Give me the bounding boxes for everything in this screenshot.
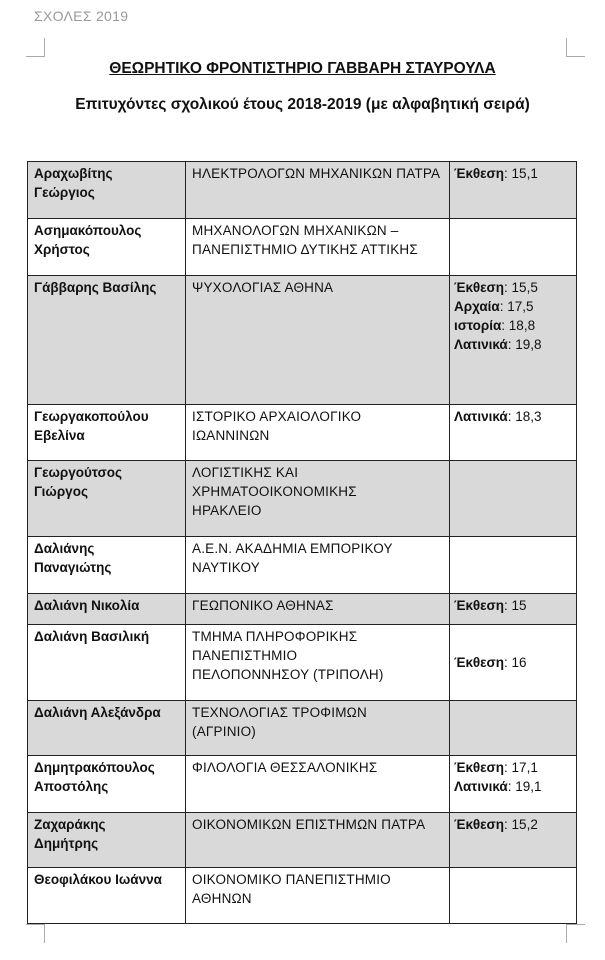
grades-cell: [450, 537, 577, 594]
grades-cell: [450, 594, 577, 625]
results-table-body: [28, 162, 577, 924]
table-row: [28, 868, 577, 924]
margin-mark-top-right: [566, 38, 585, 57]
school-name: ΟΙΚΟΝΟΜΙΚΟ ΠΑΝΕΠΙΣΤΗΜΙΟ ΑΘΗΝΩΝ: [186, 868, 450, 924]
grade-score: : 19,1: [507, 779, 542, 794]
margin-mark-top-left: [26, 38, 45, 57]
student-name: Δημητρακόπουλος Αποστόλης: [28, 756, 186, 813]
grade-subject: Έκθεση: [454, 166, 505, 181]
grade-subject: Λατινικά: [454, 337, 508, 352]
school-name: ΤΜΗΜΑ ΠΛΗΡΟΦΟΡΙΚΗΣ ΠΑΝΕΠΙΣΤΗΜΙΟ ΠΕΛΟΠΟΝΝΗΣΟΥ (ΤΡΙΠΟΛΗ): [186, 625, 450, 701]
document-subtitle: Επιτυχόντες σχολικού έτους 2018-2019 (με αλφαβητική σειρά): [75, 96, 530, 113]
grade-score: : 17,5: [499, 299, 534, 314]
student-name: Αραχωβίτης Γεώργιος: [28, 162, 186, 219]
grades-cell: [450, 701, 577, 756]
grade-entry: [454, 815, 571, 834]
grade-score: : 19,8: [507, 337, 542, 352]
school-name: ΙΣΤΟΡΙΚΟ ΑΡΧΑΙΟΛΟΓΙΚΟ ΙΩΑΝΝΙΝΩΝ: [186, 405, 450, 461]
grades-cell: [450, 162, 577, 219]
student-name: Θεοφιλάκου Ιωάννα: [28, 868, 186, 924]
grades-cell: [450, 219, 577, 276]
grade-entry: [454, 297, 571, 316]
table-row: [28, 813, 577, 868]
grade-entry: [454, 758, 571, 777]
student-name: Ασημακόπουλος Χρήστος: [28, 219, 186, 276]
school-name: ΛΟΓΙΣΤΙΚΗΣ ΚΑΙ ΧΡΗΜΑΤΟΟΙΚΟΝΟΜΙΚΗΣ ΗΡΑΚΛΕΙΟ: [186, 461, 450, 537]
grade-subject: Έκθεση: [454, 817, 505, 832]
grade-score: : 15,5: [504, 280, 538, 295]
student-name: Γεωργούτσος Γιώργος: [28, 461, 186, 537]
student-name: Γάββαρης Βασίλης: [28, 276, 186, 405]
grades-cell: [450, 461, 577, 537]
grade-score: : 15,2: [504, 817, 538, 832]
grade-entry: [454, 316, 571, 335]
grade-score: : 15: [504, 598, 527, 613]
school-name: ΟΙΚΟΝΟΜΙΚΩΝ ΕΠΙΣΤΗΜΩΝ ΠΑΤΡΑ: [186, 813, 450, 868]
school-name: ΗΛΕΚΤΡΟΛΟΓΩΝ ΜΗΧΑΝΙΚΩΝ ΠΑΤΡΑ: [186, 162, 450, 219]
grade-subject: Έκθεση: [454, 598, 505, 613]
grades-cell: [450, 756, 577, 813]
grade-score: : 18,8: [501, 318, 536, 333]
table-row: [28, 461, 577, 537]
grade-score: : 15,1: [504, 166, 538, 181]
page-header-label: ΣΧΟΛΕΣ 2019: [34, 8, 129, 24]
table-row: [28, 701, 577, 756]
grades-cell: [450, 813, 577, 868]
student-name: Δαλιάνη Αλεξάνδρα: [28, 701, 186, 756]
student-name: Ζαχαράκης Δημήτρης: [28, 813, 186, 868]
grade-subject: Έκθεση: [454, 655, 505, 670]
grade-entry: [454, 653, 571, 672]
grade-subject: Έκθεση: [454, 280, 505, 295]
grade-score: : 18,3: [507, 409, 542, 424]
table-row: [28, 594, 577, 625]
grades-cell: [450, 868, 577, 924]
document-title: ΘΕΩΡΗΤΙΚΟ ΦΡΟΝΤΙΣΤΗΡΙΟ ΓΑΒΒΑΡΗ ΣΤΑΥΡΟΥΛΑ: [109, 60, 496, 77]
school-name: ΦΙΛΟΛΟΓΙΑ ΘΕΣΣΑΛΟΝΙΚΗΣ: [186, 756, 450, 813]
margin-mark-bottom-right: [566, 924, 585, 943]
grade-score: : 16: [504, 655, 527, 670]
margin-mark-bottom-left: [26, 924, 45, 943]
table-row: [28, 276, 577, 405]
student-name: Δαλιάνη Βασιλική: [28, 625, 186, 701]
results-table: [27, 161, 577, 924]
grades-cell: [450, 276, 577, 405]
table-row: [28, 537, 577, 594]
grade-subject: Αρχαία: [454, 299, 500, 314]
grades-cell: [450, 625, 577, 701]
student-name: Γεωργακοπούλου Εβελίνα: [28, 405, 186, 461]
grade-entry: [454, 596, 571, 615]
school-name: ΜΗΧΑΝΟΛΟΓΩΝ ΜΗΧΑΝΙΚΩΝ – ΠΑΝΕΠΙΣΤΗΜΙΟ ΔΥΤΙΚΗΣ ΑΤΤΙΚΗΣ: [186, 219, 450, 276]
table-row: [28, 219, 577, 276]
grade-subject: Λατινικά: [454, 779, 508, 794]
grade-entry: [454, 278, 571, 297]
table-row: [28, 405, 577, 461]
grade-subject: ιστορία: [454, 318, 502, 333]
grade-subject: Έκθεση: [454, 760, 505, 775]
school-name: Α.Ε.Ν. ΑΚΑΔΗΜΙΑ ΕΜΠΟΡΙΚΟΥ ΝΑΥΤΙΚΟΥ: [186, 537, 450, 594]
grade-score: : 17,1: [504, 760, 538, 775]
school-name: ΤΕΧΝΟΛΟΓΙΑΣ ΤΡΟΦΙΜΩΝ (ΑΓΡΙΝΙΟ): [186, 701, 450, 756]
grade-subject: Λατινικά: [454, 409, 508, 424]
table-row: [28, 756, 577, 813]
school-name: ΓΕΩΠΟΝΙΚΟ ΑΘΗΝΑΣ: [186, 594, 450, 625]
grade-entry: [454, 777, 571, 796]
student-name: Δαλιάνη Νικολία: [28, 594, 186, 625]
student-name: Δαλιάνης Παναγιώτης: [28, 537, 186, 594]
table-row: [28, 625, 577, 701]
grade-entry: [454, 164, 571, 183]
grade-entry: [454, 335, 571, 354]
grade-entry: [454, 407, 571, 426]
table-row: [28, 162, 577, 219]
grades-cell: [450, 405, 577, 461]
school-name: ΨΥΧΟΛΟΓΙΑΣ ΑΘΗΝΑ: [186, 276, 450, 405]
